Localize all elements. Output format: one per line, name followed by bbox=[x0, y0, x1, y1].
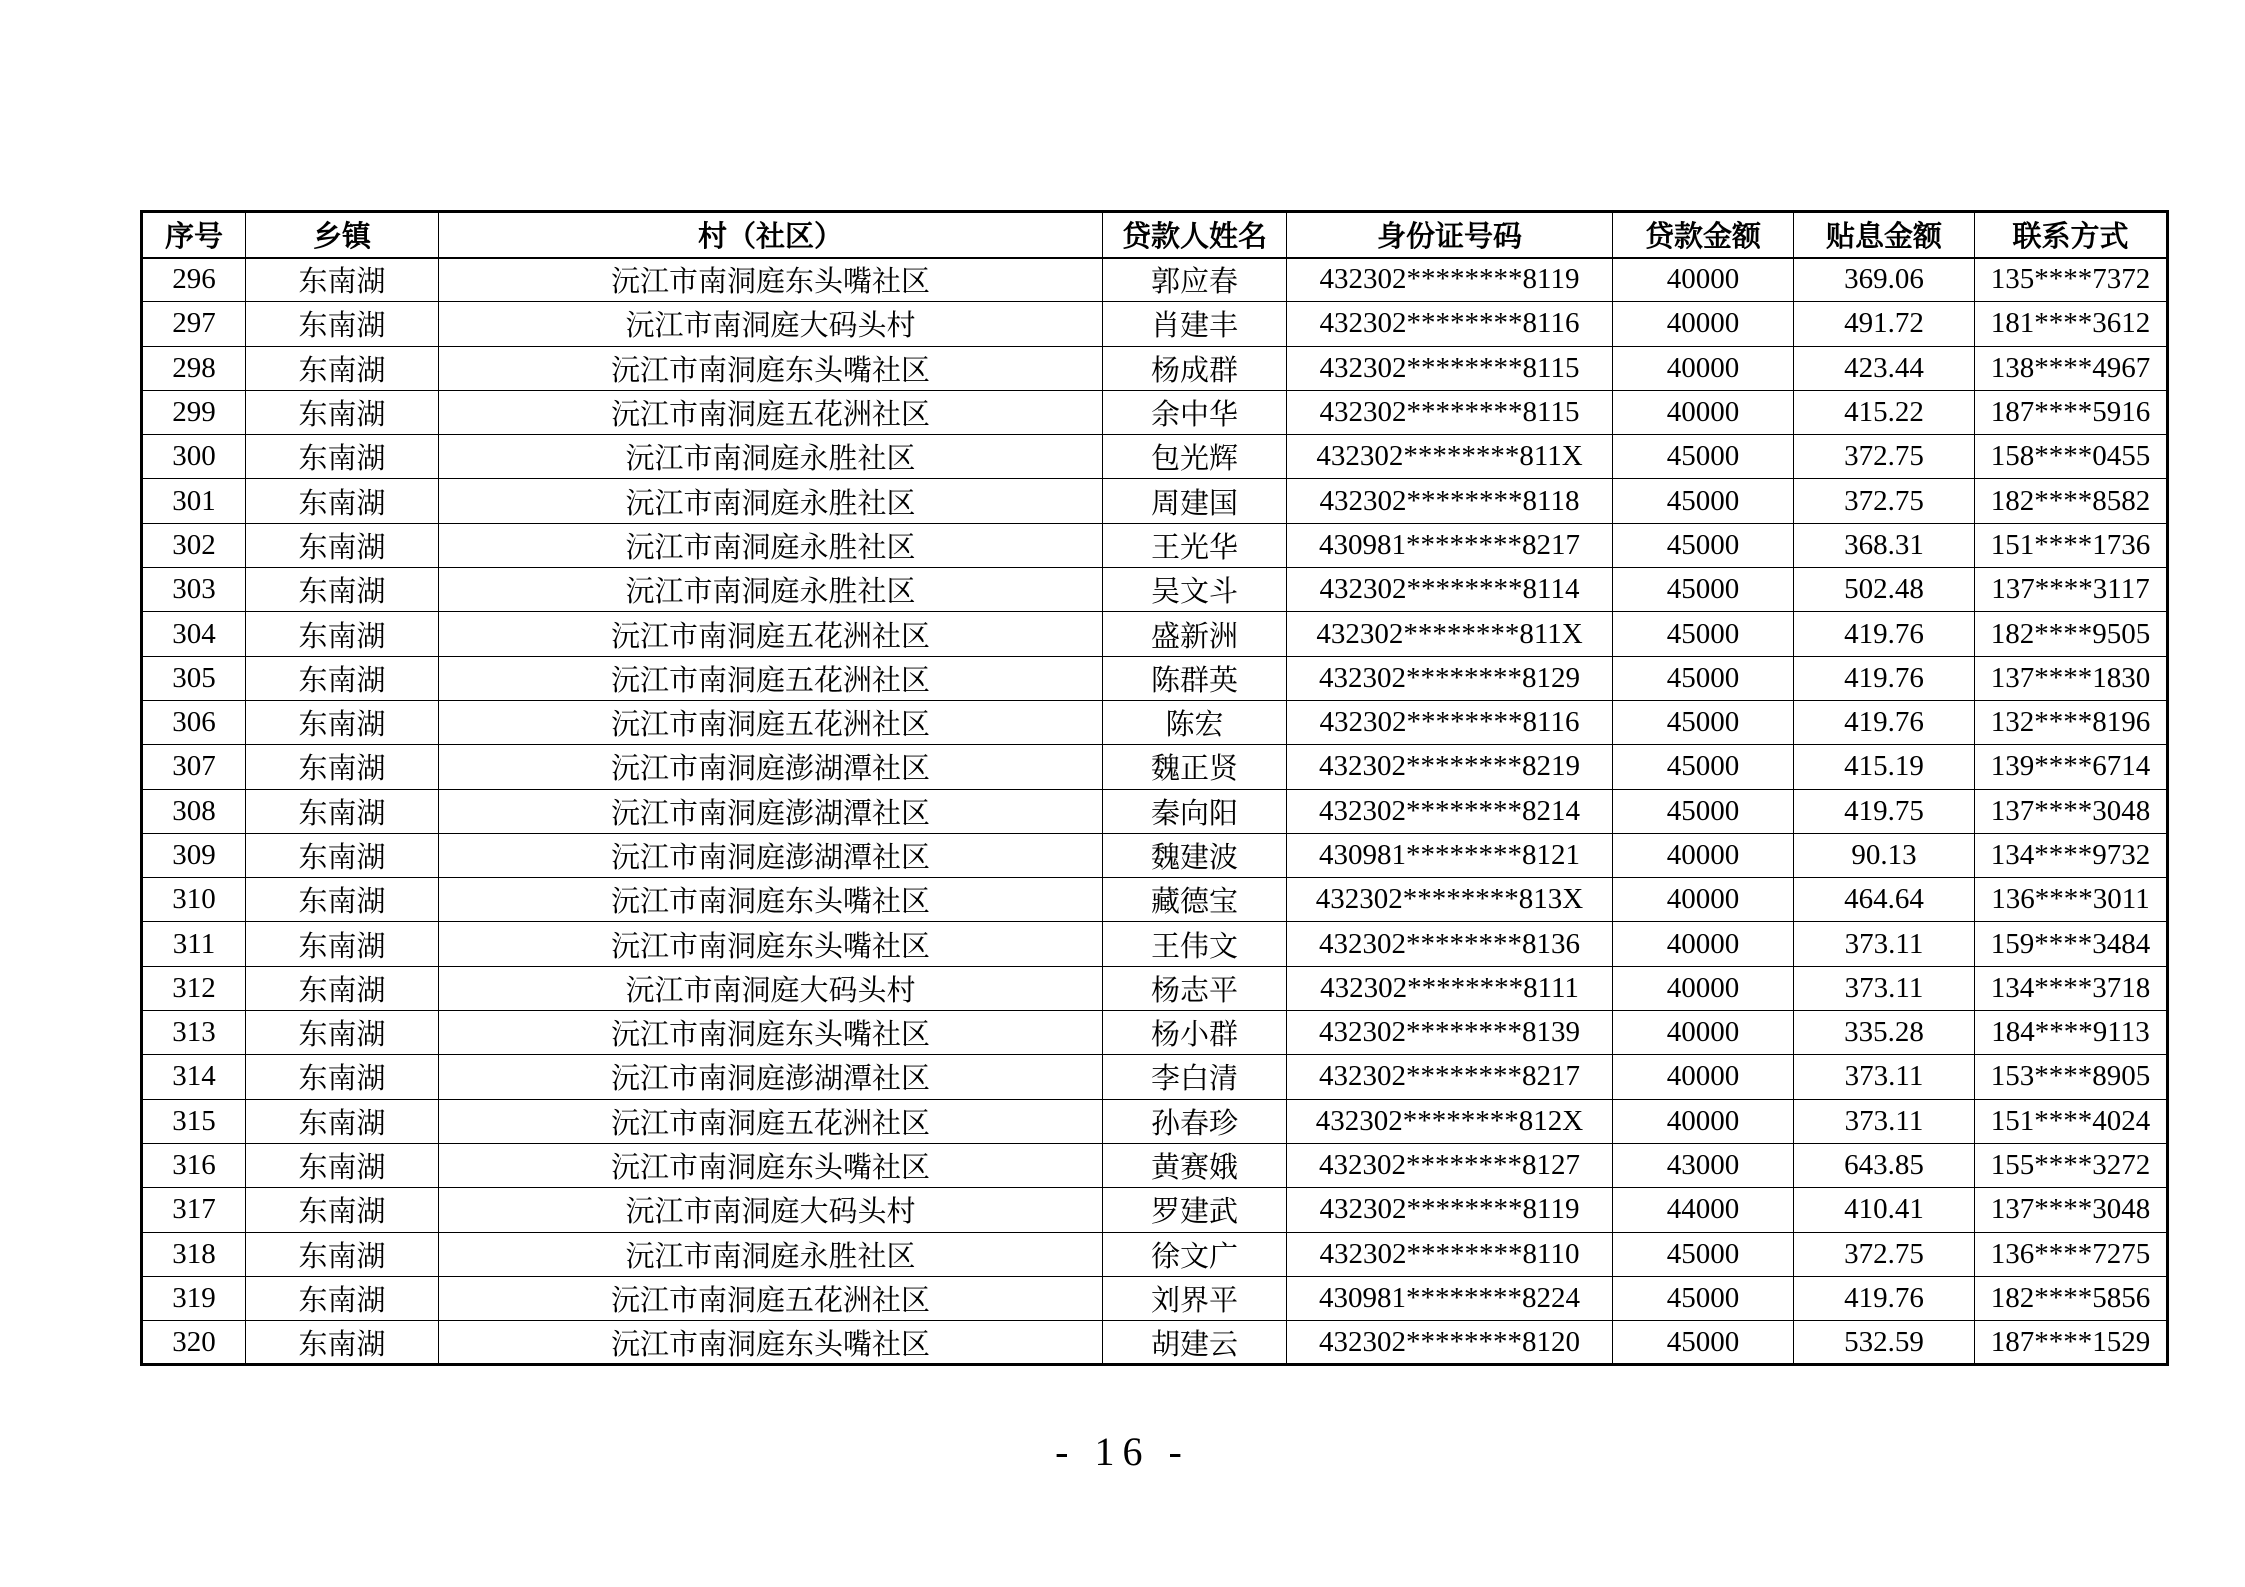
cell-name: 周建国 bbox=[1103, 479, 1287, 523]
cell-contact: 151****4024 bbox=[1975, 1099, 2168, 1143]
cell-township: 东南湖 bbox=[246, 1188, 439, 1232]
table-row bbox=[142, 878, 2168, 922]
cell-seq: 310 bbox=[142, 878, 246, 922]
cell-id-number: 432302********8110 bbox=[1287, 1232, 1613, 1276]
cell-name: 陈群英 bbox=[1103, 656, 1287, 700]
table-row bbox=[142, 1099, 2168, 1143]
cell-township: 东南湖 bbox=[246, 833, 439, 877]
cell-name: 王光华 bbox=[1103, 523, 1287, 567]
cell-subsidy-amount: 372.75 bbox=[1794, 479, 1975, 523]
cell-village: 沅江市南洞庭五花洲社区 bbox=[439, 390, 1103, 434]
cell-subsidy-amount: 373.11 bbox=[1794, 1055, 1975, 1099]
cell-name: 肖建丰 bbox=[1103, 302, 1287, 346]
header-seq: 序号 bbox=[142, 212, 246, 258]
cell-village: 沅江市南洞庭永胜社区 bbox=[439, 435, 1103, 479]
cell-village: 沅江市南洞庭东头嘴社区 bbox=[439, 1321, 1103, 1365]
cell-contact: 182****9505 bbox=[1975, 612, 2168, 656]
cell-seq: 311 bbox=[142, 922, 246, 966]
cell-township: 东南湖 bbox=[246, 390, 439, 434]
cell-id-number: 432302********8116 bbox=[1287, 700, 1613, 744]
cell-seq: 318 bbox=[142, 1232, 246, 1276]
cell-township: 东南湖 bbox=[246, 1232, 439, 1276]
cell-seq: 309 bbox=[142, 833, 246, 877]
cell-id-number: 432302********8120 bbox=[1287, 1321, 1613, 1365]
cell-loan-amount: 40000 bbox=[1613, 833, 1794, 877]
cell-village: 沅江市南洞庭东头嘴社区 bbox=[439, 346, 1103, 390]
cell-township: 东南湖 bbox=[246, 789, 439, 833]
cell-subsidy-amount: 373.11 bbox=[1794, 922, 1975, 966]
cell-village: 沅江市南洞庭五花洲社区 bbox=[439, 1276, 1103, 1320]
cell-village: 沅江市南洞庭永胜社区 bbox=[439, 523, 1103, 567]
cell-id-number: 432302********8115 bbox=[1287, 390, 1613, 434]
cell-subsidy-amount: 415.22 bbox=[1794, 390, 1975, 434]
table-row bbox=[142, 302, 2168, 346]
cell-loan-amount: 40000 bbox=[1613, 1011, 1794, 1055]
cell-name: 陈宏 bbox=[1103, 700, 1287, 744]
cell-contact: 136****3011 bbox=[1975, 878, 2168, 922]
table-row bbox=[142, 922, 2168, 966]
cell-seq: 316 bbox=[142, 1143, 246, 1187]
cell-contact: 155****3272 bbox=[1975, 1143, 2168, 1187]
header-id-number: 身份证号码 bbox=[1287, 212, 1613, 258]
cell-village: 沅江市南洞庭永胜社区 bbox=[439, 568, 1103, 612]
cell-village: 沅江市南洞庭东头嘴社区 bbox=[439, 1143, 1103, 1187]
cell-loan-amount: 40000 bbox=[1613, 878, 1794, 922]
cell-id-number: 432302********8118 bbox=[1287, 479, 1613, 523]
cell-subsidy-amount: 643.85 bbox=[1794, 1143, 1975, 1187]
cell-subsidy-amount: 373.11 bbox=[1794, 1099, 1975, 1143]
table-row bbox=[142, 966, 2168, 1010]
cell-township: 东南湖 bbox=[246, 479, 439, 523]
cell-loan-amount: 45000 bbox=[1613, 1321, 1794, 1365]
table-row bbox=[142, 1232, 2168, 1276]
cell-subsidy-amount: 369.06 bbox=[1794, 258, 1975, 302]
cell-id-number: 432302********8115 bbox=[1287, 346, 1613, 390]
cell-township: 东南湖 bbox=[246, 258, 439, 302]
cell-village: 沅江市南洞庭大码头村 bbox=[439, 302, 1103, 346]
cell-seq: 307 bbox=[142, 745, 246, 789]
cell-id-number: 430981********8224 bbox=[1287, 1276, 1613, 1320]
header-borrower-name: 贷款人姓名 bbox=[1103, 212, 1287, 258]
table-row bbox=[142, 700, 2168, 744]
cell-id-number: 432302********8111 bbox=[1287, 966, 1613, 1010]
cell-village: 沅江市南洞庭永胜社区 bbox=[439, 1232, 1103, 1276]
cell-subsidy-amount: 415.19 bbox=[1794, 745, 1975, 789]
cell-id-number: 432302********812X bbox=[1287, 1099, 1613, 1143]
cell-seq: 313 bbox=[142, 1011, 246, 1055]
cell-contact: 137****1830 bbox=[1975, 656, 2168, 700]
cell-township: 东南湖 bbox=[246, 435, 439, 479]
cell-id-number: 432302********811X bbox=[1287, 612, 1613, 656]
header-loan-amount: 贷款金额 bbox=[1613, 212, 1794, 258]
cell-contact: 137****3117 bbox=[1975, 568, 2168, 612]
cell-name: 杨成群 bbox=[1103, 346, 1287, 390]
cell-name: 胡建云 bbox=[1103, 1321, 1287, 1365]
table-row bbox=[142, 789, 2168, 833]
cell-loan-amount: 45000 bbox=[1613, 1232, 1794, 1276]
cell-subsidy-amount: 419.75 bbox=[1794, 789, 1975, 833]
cell-subsidy-amount: 410.41 bbox=[1794, 1188, 1975, 1232]
cell-loan-amount: 45000 bbox=[1613, 435, 1794, 479]
cell-name: 李白清 bbox=[1103, 1055, 1287, 1099]
cell-seq: 314 bbox=[142, 1055, 246, 1099]
cell-loan-amount: 45000 bbox=[1613, 789, 1794, 833]
table-row bbox=[142, 1321, 2168, 1365]
cell-village: 沅江市南洞庭五花洲社区 bbox=[439, 656, 1103, 700]
cell-subsidy-amount: 373.11 bbox=[1794, 966, 1975, 1010]
cell-name: 郭应春 bbox=[1103, 258, 1287, 302]
cell-subsidy-amount: 90.13 bbox=[1794, 833, 1975, 877]
cell-contact: 184****9113 bbox=[1975, 1011, 2168, 1055]
table-row bbox=[142, 656, 2168, 700]
cell-contact: 136****7275 bbox=[1975, 1232, 2168, 1276]
cell-seq: 320 bbox=[142, 1321, 246, 1365]
cell-loan-amount: 40000 bbox=[1613, 390, 1794, 434]
cell-name: 刘界平 bbox=[1103, 1276, 1287, 1320]
cell-subsidy-amount: 419.76 bbox=[1794, 1276, 1975, 1320]
table-row bbox=[142, 568, 2168, 612]
cell-loan-amount: 40000 bbox=[1613, 1099, 1794, 1143]
cell-township: 东南湖 bbox=[246, 1055, 439, 1099]
cell-loan-amount: 45000 bbox=[1613, 1276, 1794, 1320]
table-row bbox=[142, 435, 2168, 479]
cell-village: 沅江市南洞庭澎湖潭社区 bbox=[439, 1055, 1103, 1099]
cell-contact: 137****3048 bbox=[1975, 789, 2168, 833]
cell-seq: 305 bbox=[142, 656, 246, 700]
header-village: 村（社区） bbox=[439, 212, 1103, 258]
cell-contact: 158****0455 bbox=[1975, 435, 2168, 479]
cell-village: 沅江市南洞庭大码头村 bbox=[439, 966, 1103, 1010]
cell-loan-amount: 45000 bbox=[1613, 656, 1794, 700]
cell-subsidy-amount: 368.31 bbox=[1794, 523, 1975, 567]
cell-seq: 319 bbox=[142, 1276, 246, 1320]
cell-name: 余中华 bbox=[1103, 390, 1287, 434]
cell-subsidy-amount: 419.76 bbox=[1794, 700, 1975, 744]
table-row bbox=[142, 346, 2168, 390]
cell-village: 沅江市南洞庭五花洲社区 bbox=[439, 612, 1103, 656]
cell-name: 盛新洲 bbox=[1103, 612, 1287, 656]
cell-seq: 317 bbox=[142, 1188, 246, 1232]
cell-contact: 159****3484 bbox=[1975, 922, 2168, 966]
cell-seq: 300 bbox=[142, 435, 246, 479]
cell-contact: 134****3718 bbox=[1975, 966, 2168, 1010]
cell-contact: 182****8582 bbox=[1975, 479, 2168, 523]
cell-name: 杨志平 bbox=[1103, 966, 1287, 1010]
cell-id-number: 432302********8114 bbox=[1287, 568, 1613, 612]
cell-village: 沅江市南洞庭五花洲社区 bbox=[439, 700, 1103, 744]
cell-contact: 135****7372 bbox=[1975, 258, 2168, 302]
cell-loan-amount: 45000 bbox=[1613, 523, 1794, 567]
cell-village: 沅江市南洞庭永胜社区 bbox=[439, 479, 1103, 523]
table-row bbox=[142, 258, 2168, 302]
cell-village: 沅江市南洞庭澎湖潭社区 bbox=[439, 833, 1103, 877]
cell-township: 东南湖 bbox=[246, 302, 439, 346]
header-subsidy-amount: 贴息金额 bbox=[1794, 212, 1975, 258]
cell-contact: 182****5856 bbox=[1975, 1276, 2168, 1320]
page-number: - 16 - bbox=[1055, 1429, 1190, 1474]
cell-loan-amount: 40000 bbox=[1613, 302, 1794, 346]
cell-seq: 298 bbox=[142, 346, 246, 390]
cell-loan-amount: 45000 bbox=[1613, 745, 1794, 789]
table-row bbox=[142, 479, 2168, 523]
cell-id-number: 432302********8129 bbox=[1287, 656, 1613, 700]
cell-name: 藏德宝 bbox=[1103, 878, 1287, 922]
cell-id-number: 432302********8217 bbox=[1287, 1055, 1613, 1099]
cell-name: 孙春珍 bbox=[1103, 1099, 1287, 1143]
table-header-row bbox=[142, 212, 2168, 258]
cell-township: 东南湖 bbox=[246, 922, 439, 966]
loan-subsidy-table bbox=[140, 210, 2169, 1366]
cell-seq: 301 bbox=[142, 479, 246, 523]
cell-loan-amount: 45000 bbox=[1613, 568, 1794, 612]
cell-name: 黄赛娥 bbox=[1103, 1143, 1287, 1187]
cell-id-number: 432302********8119 bbox=[1287, 1188, 1613, 1232]
cell-subsidy-amount: 423.44 bbox=[1794, 346, 1975, 390]
cell-id-number: 432302********8136 bbox=[1287, 922, 1613, 966]
cell-township: 东南湖 bbox=[246, 1099, 439, 1143]
cell-contact: 151****1736 bbox=[1975, 523, 2168, 567]
table-row bbox=[142, 833, 2168, 877]
cell-loan-amount: 40000 bbox=[1613, 258, 1794, 302]
table-row bbox=[142, 1011, 2168, 1055]
cell-village: 沅江市南洞庭东头嘴社区 bbox=[439, 1011, 1103, 1055]
table-row bbox=[142, 1188, 2168, 1232]
cell-township: 东南湖 bbox=[246, 745, 439, 789]
cell-subsidy-amount: 491.72 bbox=[1794, 302, 1975, 346]
cell-contact: 138****4967 bbox=[1975, 346, 2168, 390]
table-row bbox=[142, 745, 2168, 789]
cell-subsidy-amount: 372.75 bbox=[1794, 1232, 1975, 1276]
cell-seq: 299 bbox=[142, 390, 246, 434]
cell-loan-amount: 45000 bbox=[1613, 479, 1794, 523]
table-row bbox=[142, 612, 2168, 656]
cell-village: 沅江市南洞庭东头嘴社区 bbox=[439, 258, 1103, 302]
cell-name: 吴文斗 bbox=[1103, 568, 1287, 612]
cell-township: 东南湖 bbox=[246, 966, 439, 1010]
cell-name: 杨小群 bbox=[1103, 1011, 1287, 1055]
cell-loan-amount: 40000 bbox=[1613, 346, 1794, 390]
cell-subsidy-amount: 502.48 bbox=[1794, 568, 1975, 612]
cell-township: 东南湖 bbox=[246, 1143, 439, 1187]
cell-seq: 308 bbox=[142, 789, 246, 833]
cell-contact: 181****3612 bbox=[1975, 302, 2168, 346]
cell-contact: 153****8905 bbox=[1975, 1055, 2168, 1099]
cell-village: 沅江市南洞庭澎湖潭社区 bbox=[439, 789, 1103, 833]
table-row bbox=[142, 390, 2168, 434]
cell-village: 沅江市南洞庭五花洲社区 bbox=[439, 1099, 1103, 1143]
cell-seq: 296 bbox=[142, 258, 246, 302]
cell-id-number: 432302********811X bbox=[1287, 435, 1613, 479]
cell-loan-amount: 40000 bbox=[1613, 966, 1794, 1010]
cell-subsidy-amount: 419.76 bbox=[1794, 656, 1975, 700]
cell-seq: 304 bbox=[142, 612, 246, 656]
cell-township: 东南湖 bbox=[246, 878, 439, 922]
cell-loan-amount: 44000 bbox=[1613, 1188, 1794, 1232]
cell-id-number: 432302********813X bbox=[1287, 878, 1613, 922]
cell-loan-amount: 45000 bbox=[1613, 612, 1794, 656]
cell-name: 王伟文 bbox=[1103, 922, 1287, 966]
cell-township: 东南湖 bbox=[246, 346, 439, 390]
cell-id-number: 432302********8214 bbox=[1287, 789, 1613, 833]
cell-seq: 312 bbox=[142, 966, 246, 1010]
cell-contact: 139****6714 bbox=[1975, 745, 2168, 789]
cell-contact: 187****5916 bbox=[1975, 390, 2168, 434]
cell-township: 东南湖 bbox=[246, 1321, 439, 1365]
cell-subsidy-amount: 335.28 bbox=[1794, 1011, 1975, 1055]
table-row bbox=[142, 1143, 2168, 1187]
cell-township: 东南湖 bbox=[246, 523, 439, 567]
cell-subsidy-amount: 419.76 bbox=[1794, 612, 1975, 656]
cell-id-number: 432302********8116 bbox=[1287, 302, 1613, 346]
table-row bbox=[142, 523, 2168, 567]
header-contact: 联系方式 bbox=[1975, 212, 2168, 258]
cell-contact: 187****1529 bbox=[1975, 1321, 2168, 1365]
cell-seq: 306 bbox=[142, 700, 246, 744]
cell-name: 罗建武 bbox=[1103, 1188, 1287, 1232]
cell-subsidy-amount: 464.64 bbox=[1794, 878, 1975, 922]
cell-loan-amount: 43000 bbox=[1613, 1143, 1794, 1187]
cell-township: 东南湖 bbox=[246, 700, 439, 744]
cell-name: 秦向阳 bbox=[1103, 789, 1287, 833]
cell-township: 东南湖 bbox=[246, 568, 439, 612]
cell-contact: 132****8196 bbox=[1975, 700, 2168, 744]
cell-id-number: 432302********8119 bbox=[1287, 258, 1613, 302]
cell-seq: 297 bbox=[142, 302, 246, 346]
cell-id-number: 432302********8127 bbox=[1287, 1143, 1613, 1187]
cell-id-number: 432302********8139 bbox=[1287, 1011, 1613, 1055]
cell-contact: 134****9732 bbox=[1975, 833, 2168, 877]
table-row bbox=[142, 1276, 2168, 1320]
cell-loan-amount: 40000 bbox=[1613, 922, 1794, 966]
cell-seq: 302 bbox=[142, 523, 246, 567]
cell-name: 魏正贤 bbox=[1103, 745, 1287, 789]
cell-village: 沅江市南洞庭大码头村 bbox=[439, 1188, 1103, 1232]
header-township: 乡镇 bbox=[246, 212, 439, 258]
cell-id-number: 430981********8217 bbox=[1287, 523, 1613, 567]
cell-contact: 137****3048 bbox=[1975, 1188, 2168, 1232]
cell-loan-amount: 45000 bbox=[1613, 700, 1794, 744]
cell-seq: 315 bbox=[142, 1099, 246, 1143]
cell-id-number: 432302********8219 bbox=[1287, 745, 1613, 789]
cell-township: 东南湖 bbox=[246, 1276, 439, 1320]
table-row bbox=[142, 1055, 2168, 1099]
cell-loan-amount: 40000 bbox=[1613, 1055, 1794, 1099]
cell-village: 沅江市南洞庭东头嘴社区 bbox=[439, 878, 1103, 922]
cell-name: 徐文广 bbox=[1103, 1232, 1287, 1276]
cell-township: 东南湖 bbox=[246, 656, 439, 700]
cell-township: 东南湖 bbox=[246, 1011, 439, 1055]
cell-subsidy-amount: 372.75 bbox=[1794, 435, 1975, 479]
cell-village: 沅江市南洞庭澎湖潭社区 bbox=[439, 745, 1103, 789]
cell-id-number: 430981********8121 bbox=[1287, 833, 1613, 877]
cell-village: 沅江市南洞庭东头嘴社区 bbox=[439, 922, 1103, 966]
cell-subsidy-amount: 532.59 bbox=[1794, 1321, 1975, 1365]
cell-township: 东南湖 bbox=[246, 612, 439, 656]
cell-seq: 303 bbox=[142, 568, 246, 612]
cell-name: 包光辉 bbox=[1103, 435, 1287, 479]
cell-name: 魏建波 bbox=[1103, 833, 1287, 877]
